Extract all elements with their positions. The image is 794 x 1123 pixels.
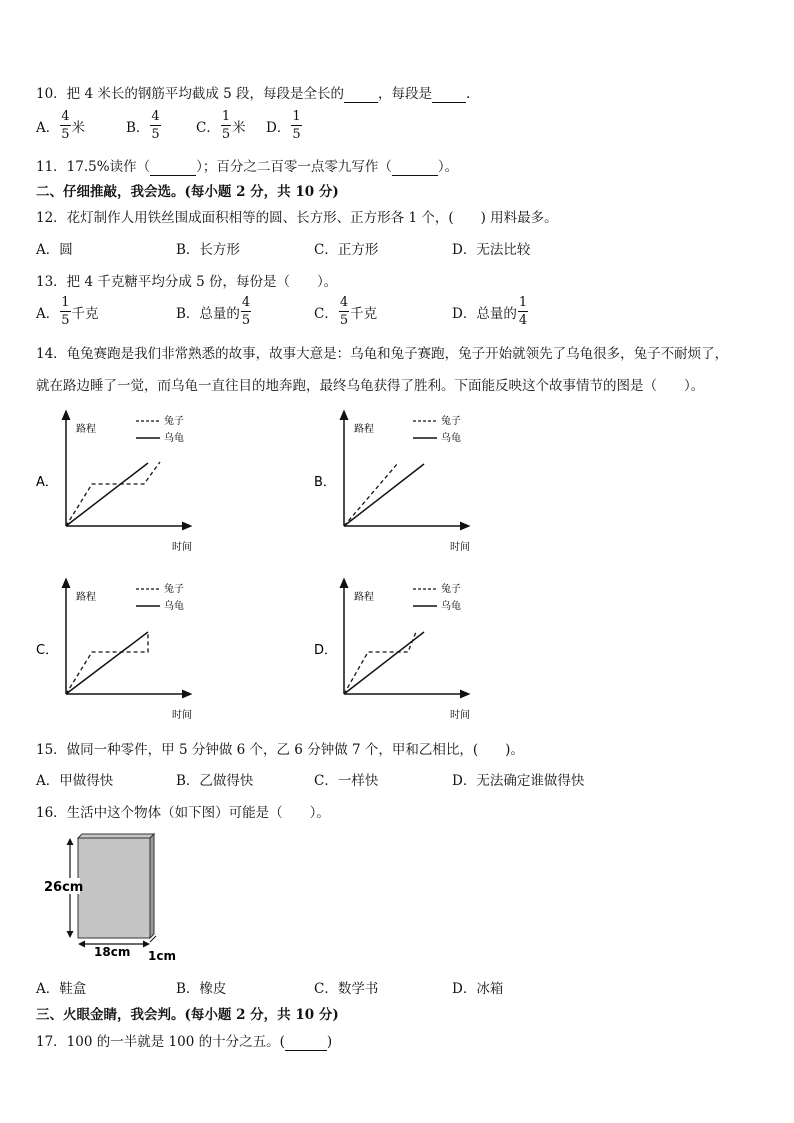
fraction <box>339 296 349 327</box>
q10-text-end: . <box>466 86 471 102</box>
x-axis-label: 时间 <box>172 542 192 553</box>
q17-blank[interactable] <box>285 1034 327 1051</box>
legend-tortoise: 乌龟 <box>441 601 461 612</box>
graph-c[interactable] <box>36 582 192 721</box>
denominator: 5 <box>292 127 301 142</box>
question-14-line-1: 14．龟兔赛跑是我们非常熟悉的故事，故事大意是：乌龟和兔子赛跑，兔子开始就领先了乌龟很多，兔子不耐烦了， <box>36 346 729 362</box>
q13-option-c[interactable] <box>314 296 377 327</box>
denominator: 5 <box>241 313 251 328</box>
q10-option-d[interactable] <box>266 110 303 141</box>
book-front-face <box>78 838 150 938</box>
option-prefix: 总量的 <box>476 305 517 322</box>
y-axis-label: 路程 <box>76 592 96 603</box>
q12-option-a[interactable]: A．圆 <box>36 242 73 258</box>
book-top-face <box>78 834 154 838</box>
q15-option-d[interactable]: D．无法确定谁做得快 <box>452 773 585 789</box>
rabbit-line <box>66 462 160 526</box>
fraction <box>60 110 70 141</box>
graph-label-c: C． <box>36 643 59 658</box>
option-label: B． <box>176 305 200 322</box>
option-label: A． <box>36 305 60 322</box>
q12-option-d[interactable]: D．无法比较 <box>452 242 531 258</box>
q13-option-b[interactable] <box>176 296 252 327</box>
question-16: 16．生活中这个物体（如下图）可能是（ ）。 <box>36 805 330 821</box>
tortoise-line <box>344 464 424 526</box>
question-12: 12．花灯制作人用铁丝围成面积相等的圆、长方形、正方形各 1 个，( ) 用料最多。 <box>36 210 558 226</box>
question-11 <box>36 155 458 176</box>
numerator: 1 <box>61 295 70 310</box>
q12-option-c[interactable]: C．正方形 <box>314 242 379 258</box>
q15-option-a[interactable]: A．甲做得快 <box>36 773 114 789</box>
q10-blank-2[interactable] <box>432 86 466 103</box>
fraction <box>291 110 301 141</box>
denominator: 5 <box>61 127 70 142</box>
numerator: 4 <box>61 109 70 124</box>
fraction <box>60 296 70 327</box>
question-14-line-2: 就在路边睡了一觉，而乌龟一直往目的地奔跑，最终乌龟获得了胜利。下面能反映这个故事情节的图是（ ）。 <box>36 378 705 394</box>
denominator: 5 <box>61 313 70 328</box>
option-suffix: 千克 <box>71 305 99 322</box>
q11-text-before: 11．17.5%读作（ <box>36 159 151 175</box>
graph-label-a: A． <box>36 475 58 490</box>
legend-tortoise: 乌龟 <box>164 433 184 444</box>
legend-tortoise: 乌龟 <box>441 433 461 444</box>
graph-label-b: B． <box>314 475 336 490</box>
graph-d[interactable] <box>314 582 470 721</box>
q14-graphs <box>0 400 794 730</box>
q16-option-b[interactable]: B．橡皮 <box>176 981 227 997</box>
q11-blank-1[interactable] <box>150 159 196 176</box>
denominator: 5 <box>151 127 160 142</box>
fraction <box>518 296 528 327</box>
option-label: C． <box>196 119 220 136</box>
y-axis-label: 路程 <box>76 424 96 435</box>
legend-tortoise: 乌龟 <box>164 601 184 612</box>
fraction <box>221 110 231 141</box>
legend-rabbit: 兔子 <box>441 584 461 595</box>
q10-blank-1[interactable] <box>344 86 378 103</box>
section-2-heading: 二、仔细推敲，我会选。(每小题 2 分，共 10 分) <box>36 184 339 200</box>
height-label: 26cm <box>44 880 84 895</box>
legend-rabbit: 兔子 <box>164 584 184 595</box>
q16-option-a[interactable]: A．鞋盒 <box>36 981 87 997</box>
denominator: 5 <box>339 313 349 328</box>
y-axis-label: 路程 <box>354 592 374 603</box>
option-label: A． <box>36 119 60 136</box>
q10-option-c[interactable] <box>196 110 246 141</box>
numerator: 1 <box>518 295 528 310</box>
option-label: C． <box>314 305 338 322</box>
legend-rabbit: 兔子 <box>441 416 461 427</box>
y-axis-label: 路程 <box>354 424 374 435</box>
graph-b[interactable] <box>314 414 470 553</box>
option-prefix: 总量的 <box>199 305 240 322</box>
q10-option-a[interactable] <box>36 110 85 141</box>
denominator: 4 <box>518 313 528 328</box>
q15-option-b[interactable]: B．乙做得快 <box>176 773 254 789</box>
graph-a[interactable] <box>36 414 192 553</box>
numerator: 4 <box>339 295 349 310</box>
q16-option-d[interactable]: D．冰箱 <box>452 981 504 997</box>
q17-text-before: 17．100 的一半就是 100 的十分之五。( <box>36 1034 285 1050</box>
option-suffix: 米 <box>232 119 246 136</box>
tortoise-line <box>66 632 148 694</box>
question-15: 15．做同一种零件，甲 5 分钟做 6 个，乙 6 分钟做 7 个，甲和乙相比，( )。 <box>36 742 524 758</box>
graph-label-d: D． <box>314 643 338 658</box>
book-side-face <box>150 834 154 938</box>
denominator: 5 <box>221 127 231 142</box>
section-3-heading: 三、火眼金睛，我会判。(每小题 2 分，共 10 分) <box>36 1007 339 1023</box>
width-label: 18cm <box>94 945 131 959</box>
numerator: 4 <box>151 109 160 124</box>
q13-option-d[interactable] <box>452 296 529 327</box>
q16-option-c[interactable]: C．数学书 <box>314 981 379 997</box>
q10-text-before: 10．把 4 米长的钢筋平均截成 5 段，每段是全长的 <box>36 86 345 102</box>
q15-option-c[interactable]: C．一样快 <box>314 773 379 789</box>
depth-label: 1cm <box>148 949 176 963</box>
fraction <box>241 296 251 327</box>
option-label: D． <box>266 119 291 136</box>
q11-text-end: ）。 <box>437 159 459 175</box>
q10-option-b[interactable] <box>126 110 162 141</box>
q12-option-b[interactable]: B．长方形 <box>176 242 240 258</box>
numerator: 1 <box>221 109 231 124</box>
q11-blank-2[interactable] <box>392 159 438 176</box>
question-13: 13．把 4 千克糖平均分成 5 份，每份是（ ）。 <box>36 274 338 290</box>
q11-text-mid: ）；百分之二百零一点零九写作（ <box>196 159 392 175</box>
q13-option-a[interactable] <box>36 296 99 327</box>
x-axis-label: 时间 <box>450 542 470 553</box>
option-label: B． <box>126 119 150 136</box>
q10-text-mid: ，每段是 <box>378 86 433 102</box>
legend-rabbit: 兔子 <box>164 416 184 427</box>
numerator: 1 <box>292 109 301 124</box>
question-17 <box>36 1030 332 1051</box>
q16-book-figure <box>36 826 196 966</box>
q17-text-end: ) <box>326 1034 333 1050</box>
tortoise-line <box>344 632 424 694</box>
option-label: D． <box>452 305 477 322</box>
numerator: 4 <box>241 295 251 310</box>
x-axis-label: 时间 <box>450 710 470 721</box>
tortoise-line <box>66 463 148 526</box>
question-10 <box>36 82 470 103</box>
option-suffix: 千克 <box>350 305 378 322</box>
x-axis-label: 时间 <box>172 710 192 721</box>
rabbit-line <box>344 463 398 526</box>
fraction <box>150 110 160 141</box>
option-suffix: 米 <box>71 119 86 136</box>
